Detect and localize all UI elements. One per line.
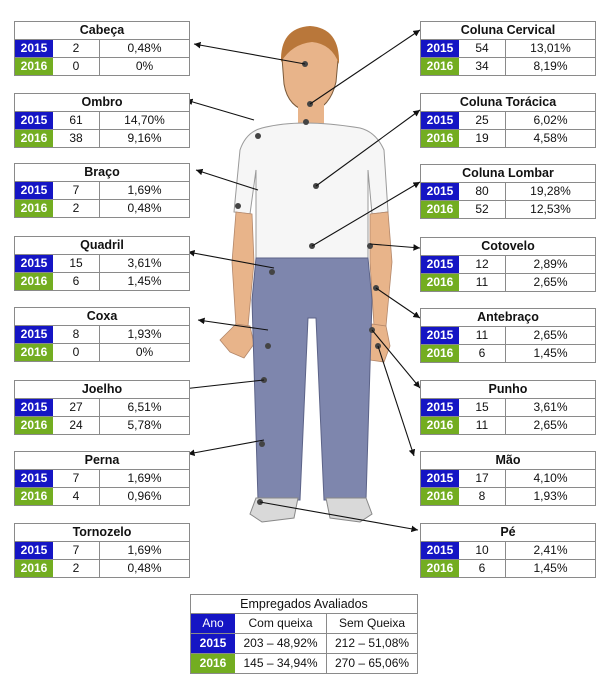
count-2016: 6: [459, 345, 506, 362]
table-antebraco: [420, 308, 596, 363]
year-2015: 2015: [421, 183, 459, 200]
percent-2016: 4,58%: [533, 131, 568, 145]
table-braco: [14, 163, 190, 218]
table-coxa: [14, 307, 190, 362]
pants: [252, 258, 372, 500]
count-2016: 6: [459, 560, 506, 577]
right-foot: [326, 498, 372, 522]
table-ombro: [14, 93, 190, 148]
summary-title: Empregados Avaliados: [191, 595, 417, 614]
summary-col-without: Sem Queixa: [338, 616, 406, 630]
percent-2015: 13,01%: [530, 41, 571, 55]
table-tornozelo: [14, 523, 190, 578]
year-2015: 2015: [15, 470, 53, 487]
table-cotovelo: [420, 237, 596, 292]
count-2015: 7: [53, 470, 100, 487]
count-2016: 34: [459, 58, 506, 75]
year-2015: 2015: [15, 542, 53, 559]
percent-2015: 2,41%: [533, 543, 568, 557]
percent-2016: 2,65%: [533, 418, 568, 432]
summary-year-2016: 2016: [191, 654, 235, 673]
count-2016: 11: [459, 274, 506, 291]
count-2015: 80: [459, 183, 506, 200]
region-name: Tornozelo: [15, 524, 189, 542]
count-2016: 8: [459, 488, 506, 505]
count-2015: 7: [53, 542, 100, 559]
count-2016: 11: [459, 417, 506, 434]
count-2016: 19: [459, 130, 506, 147]
percent-2016: 1,45%: [533, 561, 568, 575]
left-arm: [232, 212, 254, 326]
summary-col-with: Com queixa: [235, 614, 327, 633]
percent-2016: 12,53%: [530, 202, 571, 216]
year-2015: 2015: [421, 470, 459, 487]
region-name: Braço: [15, 164, 189, 182]
count-2015: 10: [459, 542, 506, 559]
percent-2015: 1,69%: [127, 471, 162, 485]
table-quadril: [14, 236, 190, 291]
percent-2015: 3,61%: [533, 400, 568, 414]
percent-2015: 6,51%: [127, 400, 162, 414]
year-2015: 2015: [15, 182, 53, 199]
region-name: Mão: [421, 452, 595, 470]
percent-2016: 5,78%: [127, 418, 162, 432]
year-2015: 2015: [421, 327, 459, 344]
percent-2016: 1,93%: [533, 489, 568, 503]
year-2016: 2016: [15, 200, 53, 217]
table-pe: [420, 523, 596, 578]
percent-2016: 0,96%: [127, 489, 162, 503]
region-name: Joelho: [15, 381, 189, 399]
table-mao: [420, 451, 596, 506]
table-perna: [14, 451, 190, 506]
year-2015: 2015: [15, 326, 53, 343]
left-hand: [220, 324, 254, 358]
year-2016: 2016: [15, 488, 53, 505]
table-coluna-toracica: [420, 93, 596, 148]
count-2016: 4: [53, 488, 100, 505]
region-name: Coluna Torácica: [421, 94, 595, 112]
head: [281, 26, 339, 112]
year-2016: 2016: [421, 560, 459, 577]
count-2016: 38: [53, 130, 100, 147]
percent-2015: 4,10%: [533, 471, 568, 485]
year-2016: 2016: [421, 345, 459, 362]
region-name: Cabeça: [15, 22, 189, 40]
count-2016: 24: [53, 417, 100, 434]
year-2016: 2016: [15, 273, 53, 290]
summary-2016-with: 145 – 34,94%: [235, 654, 327, 673]
percent-2016: 1,45%: [127, 274, 162, 288]
count-2016: 0: [53, 58, 100, 75]
year-2015: 2015: [15, 399, 53, 416]
percent-2016: 0,48%: [127, 561, 162, 575]
count-2015: 7: [53, 182, 100, 199]
count-2015: 54: [459, 40, 506, 57]
region-name: Coluna Lombar: [421, 165, 595, 183]
year-2016: 2016: [15, 58, 53, 75]
year-2015: 2015: [421, 542, 459, 559]
percent-2016: 1,45%: [533, 346, 568, 360]
year-2015: 2015: [421, 40, 459, 57]
count-2015: 27: [53, 399, 100, 416]
percent-2016: 0,48%: [127, 201, 162, 215]
count-2016: 52: [459, 201, 506, 218]
percent-2015: 1,69%: [127, 183, 162, 197]
year-2016: 2016: [15, 130, 53, 147]
table-punho: [420, 380, 596, 435]
count-2015: 12: [459, 256, 506, 273]
percent-2016: 8,19%: [533, 59, 568, 73]
percent-2016: 0%: [135, 59, 154, 73]
summary-col-year: Ano: [191, 614, 235, 633]
region-name: Cotovelo: [421, 238, 595, 256]
count-2015: 11: [459, 327, 506, 344]
count-2016: 2: [53, 560, 100, 577]
percent-2015: 0,48%: [127, 41, 162, 55]
region-name: Quadril: [15, 237, 189, 255]
percent-2015: 19,28%: [530, 184, 571, 198]
right-arm: [370, 212, 392, 326]
shirt: [234, 123, 388, 262]
percent-2015: 1,93%: [127, 327, 162, 341]
region-name: Punho: [421, 381, 595, 399]
percent-2016: 0%: [135, 345, 154, 359]
year-2016: 2016: [421, 58, 459, 75]
count-2015: 2: [53, 40, 100, 57]
year-2015: 2015: [421, 399, 459, 416]
year-2015: 2015: [421, 112, 459, 129]
region-name: Coxa: [15, 308, 189, 326]
year-2016: 2016: [421, 488, 459, 505]
percent-2016: 9,16%: [127, 131, 162, 145]
count-2016: 0: [53, 344, 100, 361]
percent-2015: 6,02%: [533, 113, 568, 127]
year-2016: 2016: [421, 130, 459, 147]
year-2015: 2015: [421, 256, 459, 273]
region-name: Pé: [421, 524, 595, 542]
count-2015: 8: [53, 326, 100, 343]
region-name: Coluna Cervical: [421, 22, 595, 40]
region-name: Perna: [15, 452, 189, 470]
count-2015: 61: [53, 112, 100, 129]
percent-2015: 14,70%: [124, 113, 165, 127]
year-2015: 2015: [15, 40, 53, 57]
year-2016: 2016: [421, 274, 459, 291]
table-joelho: [14, 380, 190, 435]
count-2015: 25: [459, 112, 506, 129]
count-2016: 6: [53, 273, 100, 290]
year-2016: 2016: [421, 201, 459, 218]
percent-2015: 3,61%: [127, 256, 162, 270]
summary-2015-without: 212 – 51,08%: [334, 636, 410, 650]
percent-2015: 1,69%: [127, 543, 162, 557]
percent-2016: 2,65%: [533, 275, 568, 289]
summary-2015-with: 203 – 48,92%: [235, 634, 327, 653]
summary-2016-without: 270 – 65,06%: [334, 656, 410, 670]
percent-2015: 2,65%: [533, 328, 568, 342]
count-2015: 17: [459, 470, 506, 487]
year-2016: 2016: [15, 560, 53, 577]
year-2016: 2016: [15, 344, 53, 361]
summary-year-2015: 2015: [191, 634, 235, 653]
year-2015: 2015: [15, 255, 53, 272]
region-name: Ombro: [15, 94, 189, 112]
year-2015: 2015: [15, 112, 53, 129]
table-cabeca: [14, 21, 190, 76]
summary-table: [190, 594, 418, 674]
year-2016: 2016: [421, 417, 459, 434]
percent-2015: 2,89%: [533, 257, 568, 271]
count-2016: 2: [53, 200, 100, 217]
year-2016: 2016: [15, 417, 53, 434]
region-name: Antebraço: [421, 309, 595, 327]
table-coluna-cervical: [420, 21, 596, 76]
count-2015: 15: [459, 399, 506, 416]
table-coluna-lombar: [420, 164, 596, 219]
count-2015: 15: [53, 255, 100, 272]
